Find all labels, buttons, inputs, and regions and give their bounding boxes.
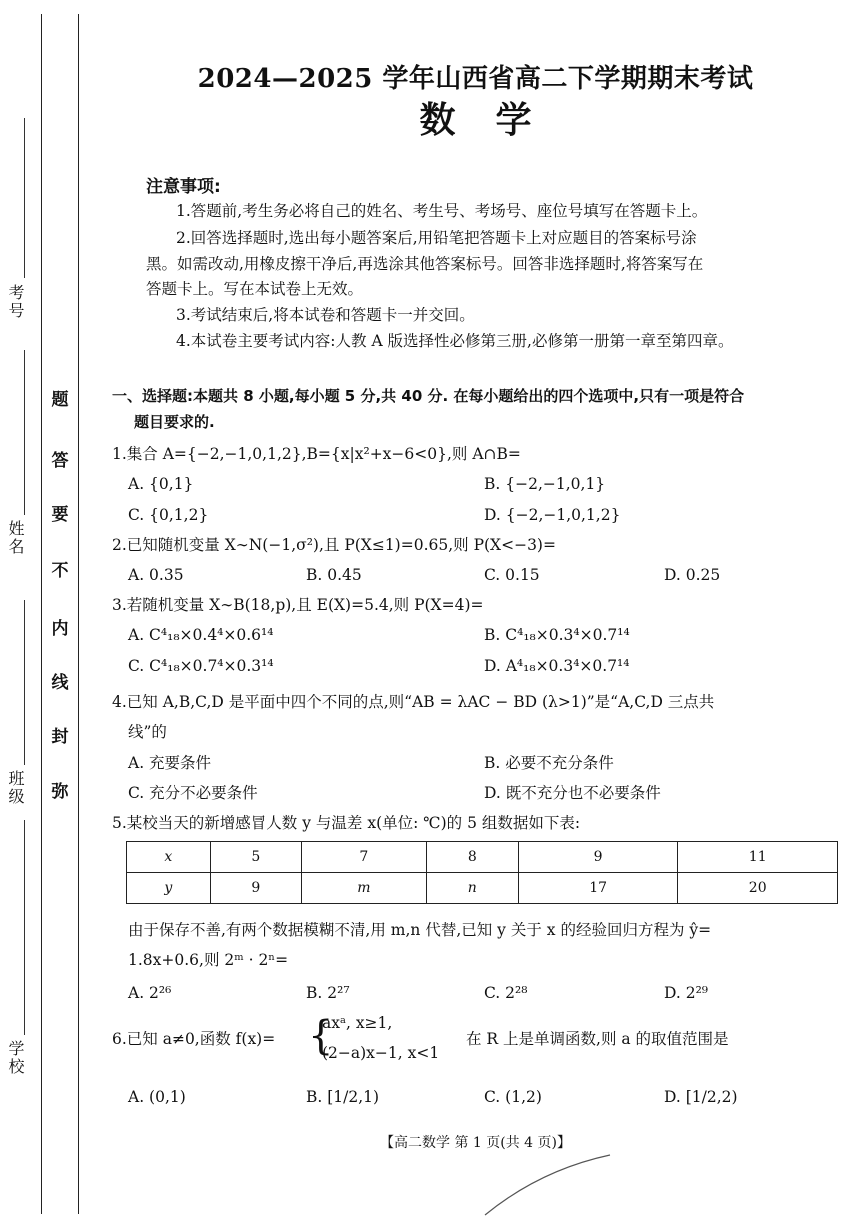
- piecewise-case-2: (2−a)x−1, x<1: [322, 1044, 440, 1062]
- note-line: 3.考试结束后,将本试卷和答题卡一并交回。: [176, 306, 475, 324]
- exam-title: 2024—2025 学年山西省高二下学期期末考试: [197, 64, 754, 94]
- seal-char: 封: [51, 727, 69, 747]
- seal-char: 弥: [51, 782, 69, 802]
- page-footer: 【高二数学 第 1 页(共 4 页)】: [380, 1135, 571, 1151]
- question-3-option-d: D. A⁴₁₈×0.3⁴×0.7¹⁴: [484, 657, 630, 675]
- question-3-stem: 3.若随机变量 X∼B(18,p),且 E(X)=5.4,则 P(X=4)=: [112, 596, 484, 614]
- question-6-option-c: C. (1,2): [484, 1088, 542, 1106]
- field-exam-number-label: 考号: [6, 284, 25, 320]
- seal-char: 不: [51, 561, 69, 581]
- table-cell: m: [301, 873, 426, 904]
- stray-pen-mark: [480, 1150, 620, 1220]
- question-2-option-a: A. 0.35: [128, 566, 184, 584]
- table-cell: 17: [518, 873, 678, 904]
- section-heading-cont: 题目要求的.: [134, 413, 215, 431]
- note-line: 4.本试卷主要考试内容:人教 A 版选择性必修第三册,必修第一册第一章至第四章。: [176, 332, 734, 350]
- table-cell: 9: [518, 842, 678, 873]
- question-1-stem: 1.集合 A={−2,−1,0,1,2},B={x|x²+x−6<0},则 A∩B=: [112, 445, 521, 463]
- table-cell: n: [426, 873, 518, 904]
- question-5-option-c: C. 2²⁸: [484, 984, 528, 1002]
- note-line: 1.答题前,考生务必将自己的姓名、考生号、考场号、座位号填写在答题卡上。: [176, 202, 708, 220]
- seal-char: 要: [51, 505, 69, 525]
- table-row: [127, 842, 838, 873]
- notes-heading: 注意事项:: [146, 177, 221, 197]
- table-cell: 11: [678, 842, 838, 873]
- piecewise-brace: {: [308, 1013, 334, 1059]
- question-4-option-b: B. 必要不充分条件: [484, 754, 614, 772]
- note-line: 2.回答选择题时,选出每小题答案后,用铅笔把答题卡上对应题目的答案标号涂: [176, 229, 697, 247]
- question-6-stem: 6.已知 a≠0,函数 f(x)=: [112, 1030, 276, 1048]
- field-school-label: 学校: [6, 1040, 25, 1076]
- question-1-option-c: C. {0,1,2}: [128, 506, 209, 524]
- table-cell: 8: [426, 842, 518, 873]
- question-2-stem: 2.已知随机变量 X∼N(−1,σ²),且 P(X≤1)=0.65,则 P(X<−3)=: [112, 536, 556, 554]
- note-line: 黑。如需改动,用橡皮擦干净后,再选涂其他答案标号。回答非选择题时,将答案写在: [146, 255, 704, 273]
- seal-char: 题: [51, 390, 69, 410]
- margin-line-outer: [41, 14, 42, 1214]
- table-cell: 5: [210, 842, 301, 873]
- question-6-option-d: D. [1/2,2): [664, 1088, 738, 1106]
- question-5-stem: 5.某校当天的新增感冒人数 y 与温差 x(单位: ℃)的 5 组数据如下表:: [112, 814, 581, 832]
- field-class-label: 班级: [6, 770, 25, 806]
- question-1-option-a: A. {0,1}: [128, 475, 194, 493]
- question-4-option-d: D. 既不充分也不必要条件: [484, 784, 661, 802]
- question-4-option-a: A. 充要条件: [128, 754, 212, 772]
- table-cell: 7: [301, 842, 426, 873]
- subject-title: 数学: [419, 99, 572, 141]
- note-line: 答题卡上。写在本试卷上无效。: [146, 280, 364, 298]
- seal-char: 内: [51, 619, 69, 639]
- table-header-cell: x: [127, 842, 211, 873]
- question-6-option-a: A. (0,1): [128, 1088, 186, 1106]
- question-4-option-c: C. 充分不必要条件: [128, 784, 258, 802]
- piecewise-case-1: axᵃ, x≥1,: [322, 1014, 393, 1032]
- question-3-option-b: B. C⁴₁₈×0.3⁴×0.7¹⁴: [484, 626, 630, 644]
- seal-char: 答: [51, 451, 69, 471]
- question-6-stem-cont: 在 R 上是单调函数,则 a 的取值范围是: [466, 1030, 729, 1048]
- field-school-blank: [24, 820, 25, 1035]
- question-4-stem-cont: 线”的: [128, 723, 167, 741]
- question-5-option-a: A. 2²⁶: [128, 984, 172, 1002]
- margin-line-inner: [78, 14, 79, 1214]
- field-exam-number-blank: [24, 118, 25, 278]
- question-3-option-c: C. C⁴₁₈×0.7⁴×0.3¹⁴: [128, 657, 274, 675]
- question-1-option-b: B. {−2,−1,0,1}: [484, 475, 606, 493]
- table-cell: 20: [678, 873, 838, 904]
- table-row: [127, 873, 838, 904]
- question-5-continuation: 由于保存不善,有两个数据模糊不清,用 m,n 代替,已知 y 关于 x 的经验回归方程为 ŷ=: [128, 921, 712, 939]
- field-name-blank: [24, 350, 25, 515]
- table-cell: 9: [210, 873, 301, 904]
- question-2-option-d: D. 0.25: [664, 566, 721, 584]
- data-table: [126, 841, 838, 904]
- section-heading: 一、选择题:本题共 8 小题,每小题 5 分,共 40 分. 在每小题给出的四个选项中,只有一项是符合: [112, 387, 745, 405]
- question-2-option-c: C. 0.15: [484, 566, 540, 584]
- field-name-label: 姓名: [6, 520, 25, 556]
- seal-char: 线: [51, 673, 69, 693]
- question-5-option-b: B. 2²⁷: [306, 984, 350, 1002]
- question-5-continuation-2: 1.8x+0.6,则 2ᵐ · 2ⁿ=: [128, 951, 289, 969]
- question-2-option-b: B. 0.45: [306, 566, 362, 584]
- question-3-option-a: A. C⁴₁₈×0.4⁴×0.6¹⁴: [128, 626, 274, 644]
- field-class-blank: [24, 600, 25, 765]
- question-5-option-d: D. 2²⁹: [664, 984, 709, 1002]
- question-4-stem: 4.已知 A,B,C,D 是平面中四个不同的点,则“AB = λAC − BD (λ>1)”是“A,C,D 三点共: [112, 693, 715, 711]
- question-1-option-d: D. {−2,−1,0,1,2}: [484, 506, 621, 524]
- question-6-option-b: B. [1/2,1): [306, 1088, 380, 1106]
- table-header-cell: y: [127, 873, 211, 904]
